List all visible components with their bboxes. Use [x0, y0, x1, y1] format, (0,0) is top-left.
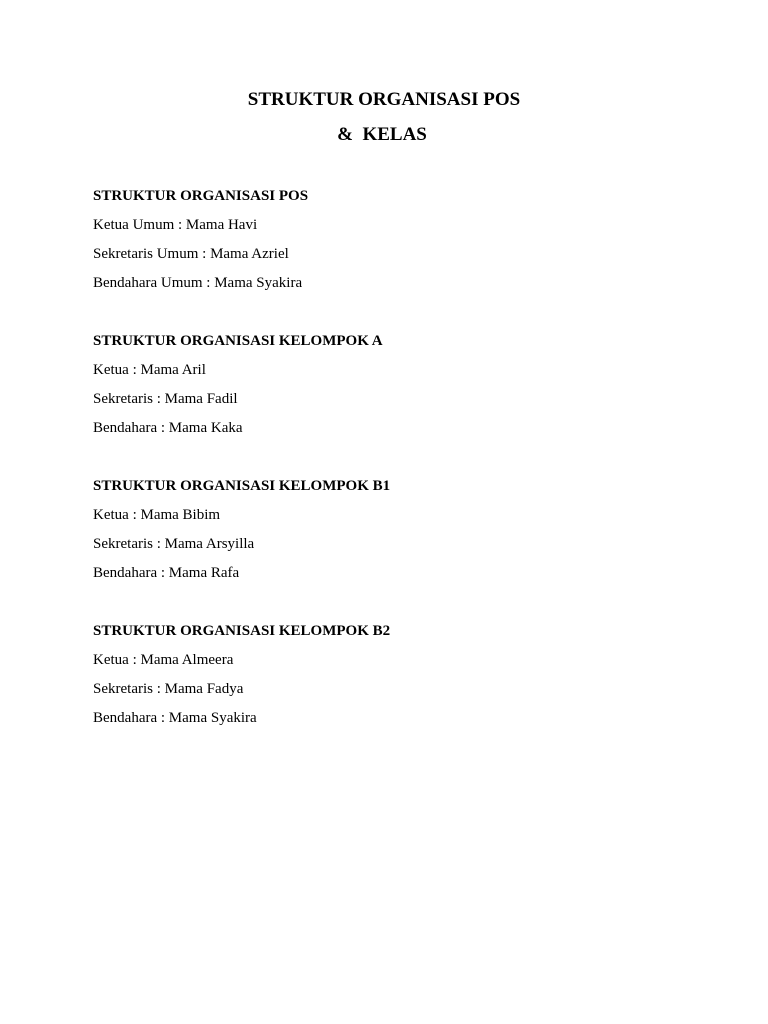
section-heading: STRUKTUR ORGANISASI POS [93, 188, 309, 204]
document-title-line-2: & KELAS [337, 124, 427, 145]
role-line-sekretaris: Sekretaris : Mama Fadil [93, 391, 238, 407]
section-pos [93, 187, 713, 292]
role-line-ketua: Ketua : Mama Bibim [93, 507, 221, 523]
section-kelompok-b1 [93, 477, 713, 582]
role-line-bendahara: Bendahara Umum : Mama Syakira [93, 275, 303, 291]
role-line-bendahara: Bendahara : Mama Kaka [93, 420, 243, 436]
role-line-sekretaris: Sekretaris : Mama Arsyilla [93, 536, 255, 552]
role-line-bendahara: Bendahara : Mama Syakira [93, 710, 257, 726]
role-line-sekretaris: Sekretaris Umum : Mama Azriel [93, 246, 289, 262]
role-line-ketua: Ketua : Mama Almeera [93, 652, 234, 668]
section-heading: STRUKTUR ORGANISASI KELOMPOK B1 [93, 478, 391, 494]
role-line-bendahara: Bendahara : Mama Rafa [93, 565, 240, 581]
section-kelompok-b2 [93, 622, 713, 727]
section-heading: STRUKTUR ORGANISASI KELOMPOK A [93, 333, 383, 349]
document-title-line-1: STRUKTUR ORGANISASI POS [247, 89, 521, 110]
role-line-sekretaris: Sekretaris : Mama Fadya [93, 681, 244, 697]
role-line-ketua: Ketua Umum : Mama Havi [93, 217, 258, 233]
role-line-ketua: Ketua : Mama Aril [93, 362, 206, 378]
section-kelompok-a [93, 332, 713, 437]
section-heading: STRUKTUR ORGANISASI KELOMPOK B2 [93, 623, 391, 639]
